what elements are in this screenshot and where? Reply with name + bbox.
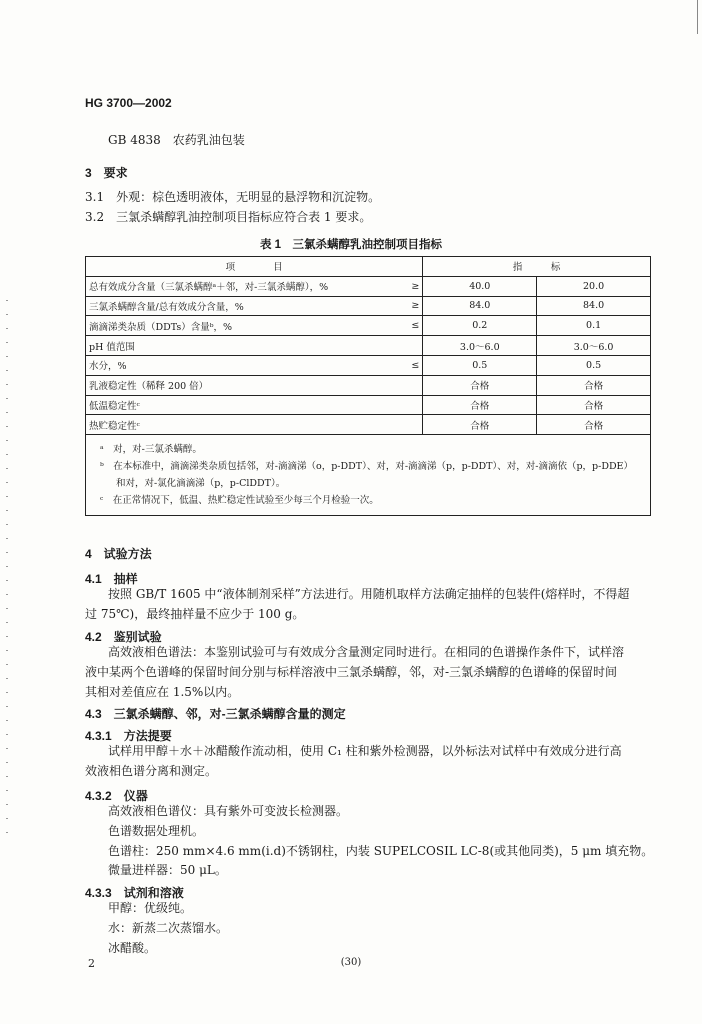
table-head-item: 项 目 [86, 257, 423, 277]
clause-4-3-3-line-3: 冰醋酸。 [108, 941, 157, 955]
row-value-1: 84.0 [423, 296, 537, 316]
clause-4-2-line-1: 高效液相色谱法：本鉴别试验可与有效成分含量测定同时进行。在相同的色谱操作条件下，试样溶 [108, 645, 625, 659]
row-value-1: 0.2 [423, 316, 537, 336]
clause-4-1-line-1: 按照 GB/T 1605 中“液体制剂采样”方法进行。用随机取样方法确定抽样的包装件(熔样时，不得超 [108, 587, 630, 601]
row-item: 乳液稳定性（稀释 200 倍） [89, 381, 209, 393]
table-row [86, 415, 651, 435]
row-value-2: 合格 [537, 375, 651, 395]
row-relation: ≥ [411, 300, 420, 312]
row-value-1: 3.0～6.0 [423, 336, 537, 356]
row-value-2: 0.1 [537, 316, 651, 336]
clause-4-3-2-line-4: 微量进样器：50 μL。 [108, 863, 227, 877]
row-relation: ≥ [411, 280, 420, 292]
clause-3-1: 3.1 外观：棕色透明液体，无明显的悬浮物和沉淀物。 [85, 190, 381, 204]
row-relation: ≤ [411, 320, 420, 332]
table-row [86, 296, 651, 316]
row-value-1: 合格 [423, 395, 537, 415]
page-number: 2 [88, 957, 95, 970]
clause-4-1-heading: 4.1 抽样 [85, 572, 138, 586]
row-value-1: 0.5 [423, 355, 537, 375]
table-row [86, 276, 651, 296]
table-row [86, 316, 651, 336]
table-note-b: ᵇ 在本标准中，滴滴涕类杂质包括邻，对-滴滴涕（o，p-DDT）、对，对-滴滴涕（p，p-DDT）、对，对-滴滴依（p，p-DDE） [100, 461, 633, 473]
row-value-2: 合格 [537, 415, 651, 435]
reference-gb4838: GB 4838 农药乳油包装 [108, 133, 245, 147]
clause-4-3-3-line-2: 水：新蒸二次蒸馏水。 [108, 921, 229, 935]
footer-serial: (30) [340, 957, 362, 968]
spec-table [85, 256, 651, 516]
clause-4-3-heading: 4.3 三氯杀螨醇、邻，对-三氯杀螨醇含量的测定 [85, 707, 346, 721]
row-relation: ≤ [411, 359, 420, 371]
clause-4-2-line-3: 其相对差值应在 1.5%以内。 [85, 685, 240, 699]
row-item: 低温稳定性ᶜ [89, 400, 140, 412]
row-value-2: 0.5 [537, 355, 651, 375]
table-row [86, 375, 651, 395]
row-value-2: 合格 [537, 395, 651, 415]
clause-4-3-2-heading: 4.3.2 仪器 [85, 789, 148, 803]
clause-4-1-line-2: 过 75℃)，最终抽样量不应少于 100 g。 [85, 607, 305, 621]
row-item: 总有效成分含量（三氯杀螨醇ᵃ＋邻，对-三氯杀螨醇），% [89, 282, 329, 294]
clause-4-3-2-line-1: 高效液相色谱仪：具有紫外可变波长检测器。 [108, 804, 349, 818]
standard-code-header: HG 3700—2002 [85, 96, 172, 110]
row-item: pH 值范围 [89, 341, 135, 353]
row-item: 水分，% [89, 361, 127, 373]
table-head-index: 指 标 [423, 257, 651, 277]
row-item: 热贮稳定性ᶜ [89, 420, 140, 432]
section-4-heading: 4 试验方法 [85, 547, 152, 561]
row-value-2: 20.0 [537, 276, 651, 296]
clause-4-3-2-line-2: 色谱数据处理机。 [108, 824, 205, 838]
row-value-1: 40.0 [423, 276, 537, 296]
clause-4-2-heading: 4.2 鉴别试验 [85, 630, 162, 644]
clause-4-3-3-heading: 4.3.3 试剂和溶液 [85, 886, 184, 900]
table-notes-row [86, 435, 651, 516]
clause-4-3-1-heading: 4.3.1 方法提要 [85, 729, 172, 743]
table-row [86, 336, 651, 356]
row-value-2: 3.0～6.0 [537, 336, 651, 356]
clause-4-3-1-line-2: 效液相色谱分离和测定。 [85, 764, 218, 778]
row-item: 三氯杀螨醇含量/总有效成分含量，% [89, 301, 244, 313]
table-header-row [86, 257, 651, 277]
row-value-1: 合格 [423, 375, 537, 395]
table-1-caption: 表 1 三氯杀螨醇乳油控制项目指标 [259, 239, 443, 251]
table-note-c: ᶜ 在正常情况下，低温、热贮稳定性试验至少每三个月检验一次。 [100, 495, 379, 507]
table-row [86, 355, 651, 375]
binding-margin-dots [6, 300, 8, 840]
clause-4-3-2-line-3: 色谱柱：250 mm×4.6 mm(i.d)不锈钢柱，内装 SUPELCOSIL LC-8(或其他同类)，5 μm 填充物。 [108, 844, 654, 858]
table-note-b-cont: 和对，对-氯化滴滴涕（p，p-ClDDT）。 [116, 478, 286, 490]
clause-4-3-3-line-1: 甲醇：优级纯。 [108, 901, 193, 915]
clause-4-2-line-2: 液中某两个色谱峰的保留时间分别与标样溶液中三氯杀螨醇，邻，对-三氯杀螨醇的色谱峰的保留时间 [85, 665, 618, 679]
clause-3-2: 3.2 三氯杀螨醇乳油控制项目指标应符合表 1 要求。 [85, 210, 372, 224]
table-row [86, 395, 651, 415]
row-value-1: 合格 [423, 415, 537, 435]
section-3-heading: 3 要求 [85, 166, 128, 180]
table-note-a: ᵃ 对，对-三氯杀螨醇。 [100, 444, 202, 456]
scan-corner-mark [683, 0, 698, 34]
row-item: 滴滴涕类杂质（DDTs）含量ᵇ，% [89, 321, 233, 333]
clause-4-3-1-line-1: 试样用甲醇＋水＋冰醋酸作流动相，使用 C₁ 柱和紫外检测器，以外标法对试样中有效成分进行高 [108, 744, 622, 758]
row-value-2: 84.0 [537, 296, 651, 316]
